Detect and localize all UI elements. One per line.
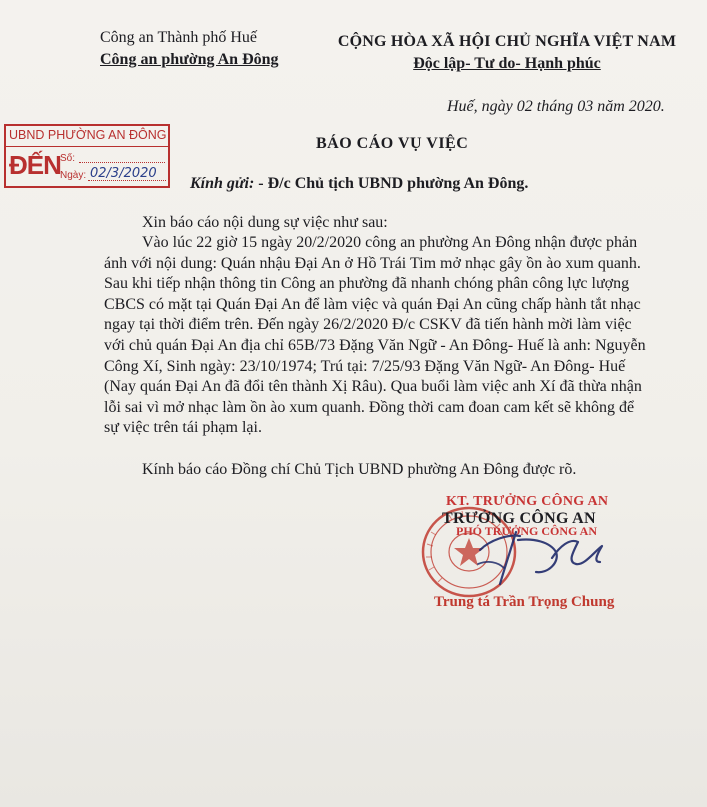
body-line: sự việc trên tái phạm lại. xyxy=(104,419,262,437)
org-line-ward: Công an phường An Đông xyxy=(100,51,279,68)
body-line: Sau khi tiếp nhận thông tin Công an phường đã nhanh chóng phân công lực lượng xyxy=(104,275,630,293)
body-intro: Xin báo cáo nội dung sự việc như sau: xyxy=(142,214,388,231)
received-stamp xyxy=(4,124,170,188)
recipient-value: - Đ/c Chủ tịch UBND phường An Đông. xyxy=(258,175,529,192)
body-paragraph xyxy=(104,233,646,439)
body-line: Vào lúc 22 giờ 15 ngày 20/2/2020 công an phường An Đông nhận được phản xyxy=(142,234,638,251)
nation-title: CỘNG HÒA XÃ HỘI CHỦ NGHĨA VIỆT NAM xyxy=(337,33,677,50)
handwritten-signature-icon xyxy=(460,512,620,592)
body-line: lỗi sai vì mở nhạc làm ồn ào xum quanh. Đồng thời cam đoan cam kết sẽ không để xyxy=(104,398,635,416)
stamp-number-label: Số: xyxy=(60,153,76,164)
body-line: với chủ quán Đại An địa chỉ 65B/73 Đặng Văn Ngữ - An Đông- Huế là anh: Nguyễn xyxy=(104,336,646,354)
stamp-number-dots xyxy=(79,162,165,163)
stamp-date-label: Ngày: xyxy=(60,170,87,181)
closing-line: Kính báo cáo Đồng chí Chủ Tịch UBND phường An Đông được rõ. xyxy=(142,461,577,478)
body-line: Công Xí, Sinh ngày: 23/10/1974; Trú tại: 7/25/93 Đặng Văn Ngữ- An Đông- Huế xyxy=(104,357,626,375)
stamp-divider xyxy=(6,146,168,147)
recipient-line xyxy=(190,175,528,193)
org-line-city: Công an Thành phố Huế xyxy=(100,29,258,46)
stamp-den-label: ĐẾN xyxy=(9,150,61,180)
body-line: (Nay quán Đại An đã đổi tên thành Xị Râu). Qua buổi làm việc anh Xí đã thừa nhận xyxy=(104,378,642,396)
signatory-name: Trung tá Trần Trọng Chung xyxy=(434,594,615,610)
national-motto: Độc lập- Tư do- Hạnh phúc xyxy=(413,55,601,72)
stamp-date-handwritten: 02/3/2020 xyxy=(90,166,157,181)
body-line: CBCS có mặt tại Quán Đại An để làm việc và quán Đại An cũng chấp hành tắt nhạc xyxy=(104,295,641,313)
national-header xyxy=(322,31,692,75)
signature-kt-label: KT. TRƯỞNG CÔNG AN xyxy=(446,494,609,509)
stamp-organization: UBND PHƯỜNG AN ĐÔNG xyxy=(9,128,167,142)
document-title: BÁO CÁO VỤ VIỆC xyxy=(316,135,469,152)
issuing-organization xyxy=(100,27,279,71)
body-line: ngay tại thời điểm trên. Đến ngày 26/2/2020 Đ/c CSKV đã tiến hành mời làm việc xyxy=(104,316,632,334)
recipient-label: Kính gửi: xyxy=(190,175,255,192)
signature-title: TRƯỞNG CÔNG AN xyxy=(442,510,596,527)
dateline: Huế, ngày 02 tháng 03 năm 2020. xyxy=(447,98,665,115)
body-line: ánh với nội dung: Quán nhậu Đại An ở Hồ Trái Tim mở nhạc gây ồn ào xum quanh. xyxy=(104,254,641,272)
signature-deputy-label: PHÓ TRƯỞNG CÔNG AN xyxy=(456,524,598,538)
